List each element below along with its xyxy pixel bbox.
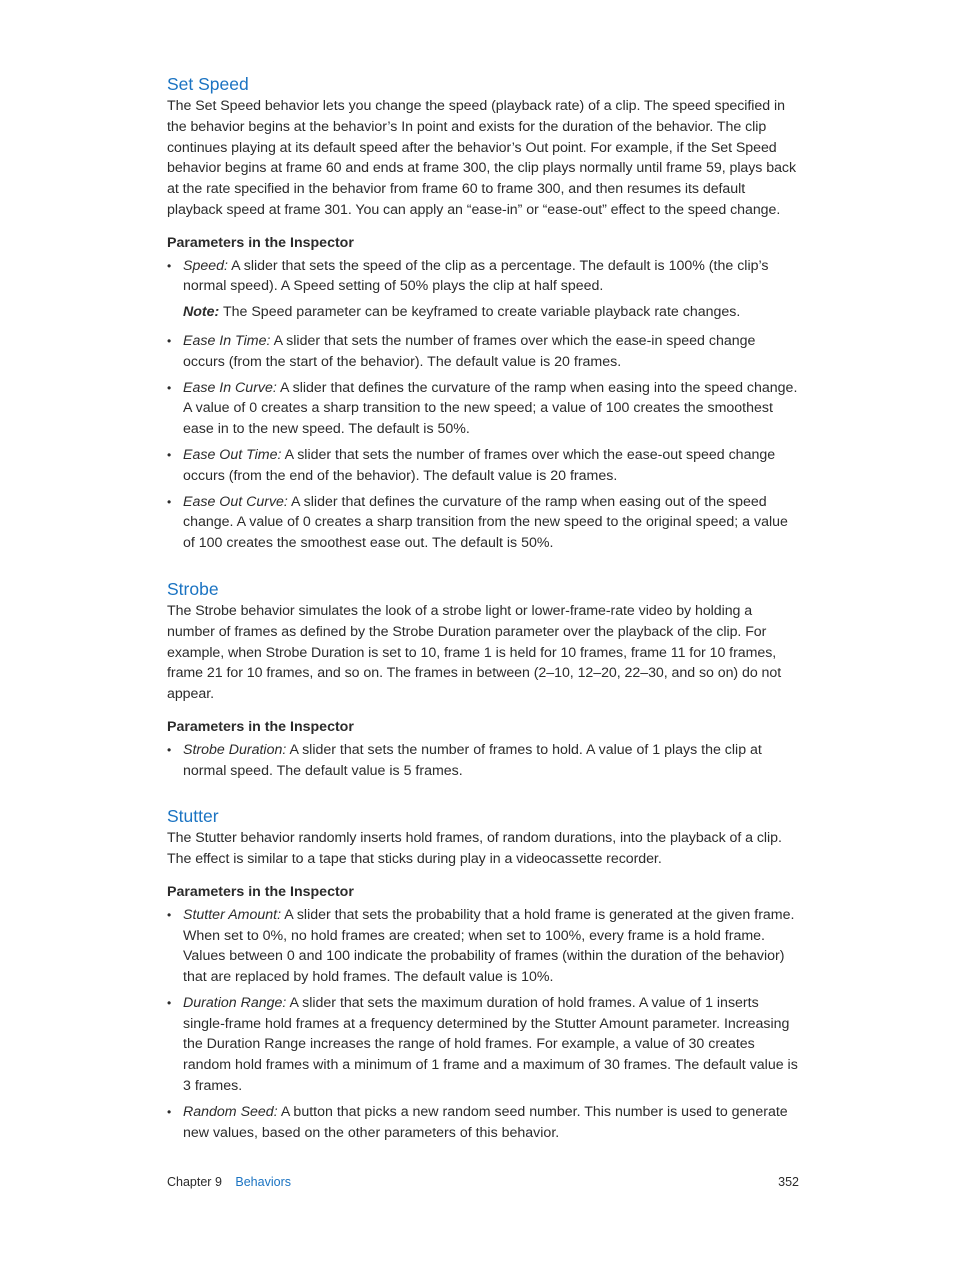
parameter-term: Ease In Curve: (183, 379, 277, 396)
parameter-description: A slider that sets the probability that a hold frame is generated at the given frame. When set to 0%, no hold frames are created; when set to 100%, every frame is a hold frame. Values between 0 and 100 indicate the probability of frames (within the duration of the behavior) that are replaced by hold frames. The default value is 10%. (183, 906, 795, 986)
list-item (167, 1102, 799, 1144)
page-number: 352 (778, 1175, 799, 1189)
footer-chapter: Chapter 9 (167, 1175, 222, 1189)
list-item (167, 445, 799, 487)
bullet-icon: • (167, 258, 172, 273)
bullet-icon: • (167, 1104, 172, 1119)
parameter-description: A slider that defines the curvature of the ramp when easing into the speed change. A value of 0 creates a sharp transition to the new speed; a value of 100 creates the smoothest ease in to the new speed. The default is 50%. (183, 379, 798, 438)
section-spacer (167, 559, 799, 577)
parameter-description: A slider that sets the number of frames over which the ease-in speed change occurs (from the start of the behavior). The default value is 20 frames. (183, 332, 756, 370)
list-item (167, 492, 799, 554)
parameter-term: Duration Range: (183, 994, 287, 1011)
bullet-icon: • (167, 494, 172, 509)
parameter-description: A slider that sets the maximum duration of hold frames. A value of 1 inserts single-frame hold frames at a frequency determined by the Stutter Amount parameter. Increasing the Duration Range increases the range of hold frames. For example, a value of 30 creates random hold frames with a minimum of 1 frame and a maximum of 30 frames. The default value is 3 frames. (183, 994, 798, 1095)
section-set-speed (167, 72, 799, 554)
section-spacer (167, 786, 799, 804)
bullet-icon: • (167, 907, 172, 922)
page-content (167, 72, 799, 1148)
parameter-description: A slider that sets the number of frames over which the ease-out speed change occurs (from the end of the behavior). The default value is 20 frames. (183, 446, 776, 484)
bullet-icon: • (167, 742, 172, 757)
parameter-term: Speed: (183, 257, 228, 274)
list-item (167, 993, 799, 1097)
note-text: The Speed parameter can be keyframed to create variable playback rate changes. (219, 304, 741, 321)
parameter-list (167, 740, 799, 782)
parameter-term: Random Seed: (183, 1103, 278, 1120)
parameter-description: A button that picks a new random seed number. This number is used to generate new values, based on the other parameters of this behavior. (183, 1103, 788, 1141)
section-body: The Stutter behavior randomly inserts hold frames, of random durations, into the playback of a clip. The effect is similar to a tape that sticks during play in a videocassette recorder. (167, 830, 782, 868)
parameters-subhead: Parameters in the Inspector (167, 234, 354, 251)
list-item (167, 905, 799, 988)
page-footer (167, 1174, 799, 1190)
footer-chapter-link[interactable]: Behaviors (235, 1175, 291, 1189)
section-body: The Strobe behavior simulates the look of a strobe light or lower-frame-rate video by holding a number of frames as defined by the Strobe Duration parameter over the playback of the clip. For example, when Strobe Duration is set to 10, frame 1 is held for 10 frames, frame 11 for 10 frames, frame 21 for 10 frames, and so on. The frames in between (2–10, 12–20, 22–30, and so on) do not appear. (167, 602, 782, 703)
section-strobe (167, 577, 799, 781)
parameter-term: Stutter Amount: (183, 906, 282, 923)
section-body: The Set Speed behavior lets you change the speed (playback rate) of a clip. The speed specified in the behavior begins at the behavior’s In point and exists for the duration of the behavior. The clip continues playing at its default speed after the behavior’s Out point. For example, if the Set Speed behavior begins at frame 60 and ends at frame 300, the clip plays normally until frame 59, plays back at the rate specified in the behavior from frame 60 to frame 300, and then resumes its default playback speed at frame 301. You can apply an “ease-in” or “ease-out” effect to the speed change. (167, 98, 797, 218)
section-title: Set Speed (167, 74, 249, 94)
list-item (167, 256, 799, 323)
section-title: Strobe (167, 578, 219, 599)
parameter-description: A slider that defines the curvature of the ramp when easing out of the speed change. A value of 0 creates a sharp transition from the new speed to the original speed; a value of 100 creates the smoothest ease out. The default is 50%. (183, 493, 788, 552)
parameter-term: Ease Out Curve: (183, 493, 288, 510)
parameter-term: Ease Out Time: (183, 446, 282, 463)
parameter-list (167, 905, 799, 1144)
section-stutter (167, 804, 799, 1143)
parameters-subhead: Parameters in the Inspector (167, 883, 354, 900)
bullet-icon: • (167, 995, 172, 1010)
parameters-subhead: Parameters in the Inspector (167, 718, 354, 735)
section-title: Stutter (167, 806, 219, 827)
list-item (167, 740, 799, 782)
parameter-term: Ease In Time: (183, 332, 271, 349)
parameter-description: A slider that sets the speed of the clip as a percentage. The default is 100% (the clip’s normal speed). A Speed setting of 50% plays the clip at half speed. (183, 257, 769, 295)
list-item (167, 378, 799, 440)
bullet-icon: • (167, 447, 172, 462)
note-label: Note: (183, 304, 220, 321)
parameter-term: Strobe Duration: (183, 741, 287, 758)
note (183, 302, 799, 323)
bullet-icon: • (167, 380, 172, 395)
parameter-description: A slider that sets the number of frames to hold. A value of 1 plays the clip at normal speed. The default value is 5 frames. (183, 741, 762, 779)
parameter-list (167, 256, 799, 554)
list-item (167, 331, 799, 373)
bullet-icon: • (167, 333, 172, 348)
